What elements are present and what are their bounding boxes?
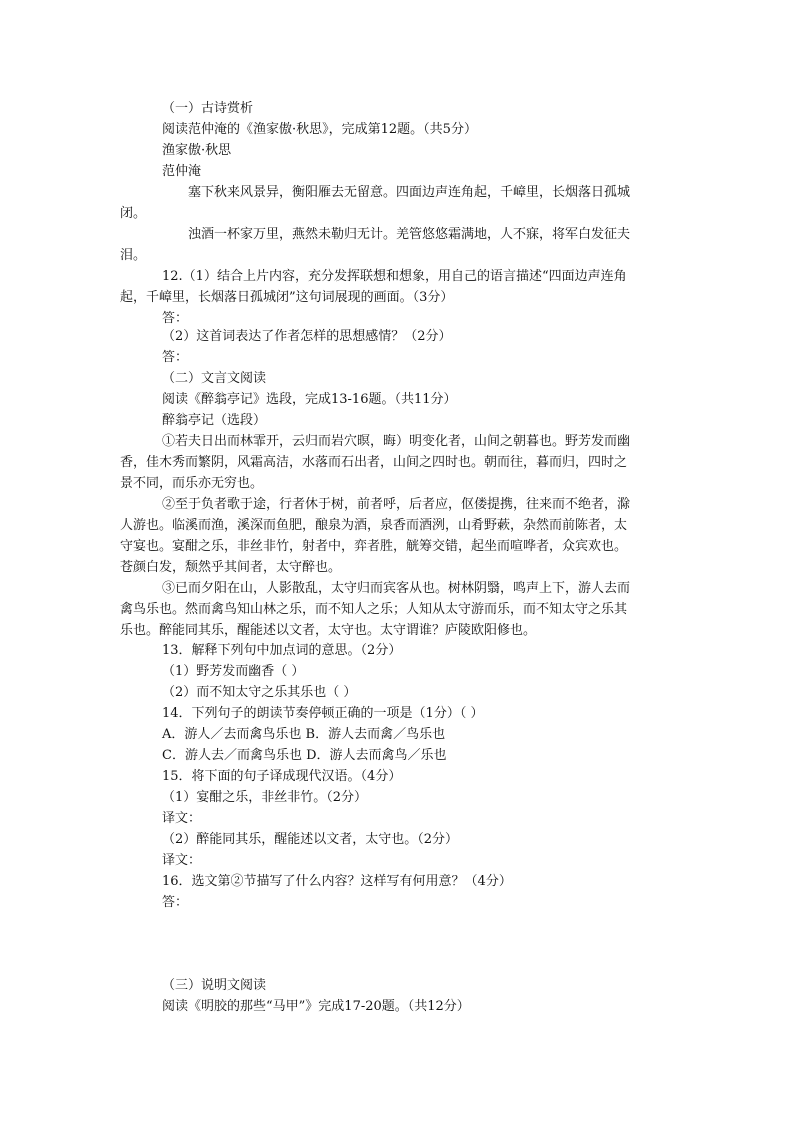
- verse-2-line-2: 泪。: [120, 248, 147, 263]
- answer-label: 答：: [162, 350, 189, 365]
- question-14-options-ab: A．游人／去而禽鸟乐也 B．游人去而禽／鸟乐也: [162, 727, 446, 742]
- verse-1-line-1: 塞下秋来风景异，衡阳雁去无留意。四面边声连角起，千嶂里，长烟落日孤城: [188, 185, 631, 200]
- translation-label: 译文：: [162, 811, 202, 826]
- paragraph-3-line-1: ③已而夕阳在山，人影散乱，太守归而宾客从也。树林阴翳，鸣声上下，游人去而: [162, 581, 631, 596]
- paragraph-2-line-4: 苍颜白发，颓然乎其间者，太守醉也。: [120, 560, 342, 575]
- question-12-2: （2）这首词表达了作者怎样的思想感情？（2分）: [162, 329, 452, 344]
- question-12-1-line-2: 起，千嶂里，长烟落日孤城闭”这句词展现的画面。（3分）: [120, 290, 454, 305]
- classical-instruction: 阅读《醉翁亭记》选段，完成13-16题。（共11分）: [162, 392, 457, 407]
- paragraph-2-line-3: 守宴也。宴酣之乐，非丝非竹，射者中，弈者胜，觥筹交错，起坐而喧哗者，众宾欢也。: [120, 539, 628, 554]
- answer-label: 答：: [162, 311, 189, 326]
- paragraph-1-line-1: ①若夫日出而林霏开，云归而岩穴暝，晦）明变化者，山间之朝暮也。野芳发而幽: [162, 434, 631, 449]
- question-13-2: （2）而不知太守之乐其乐也（ ）: [162, 685, 357, 700]
- question-14: 14．下列句子的朗读节奏停顿正确的一项是（1分）（ ）: [162, 706, 484, 721]
- classical-title: 醉翁亭记（选段）: [162, 413, 267, 428]
- poetry-instruction: 阅读范仲淹的《渔家傲·秋思》，完成第12题。（共5分）: [162, 122, 477, 137]
- section-heading-expository: （三）说明文阅读: [162, 978, 267, 993]
- answer-label: 答：: [162, 895, 189, 910]
- paragraph-2-line-1: ②至于负者歌于途，行者休于树，前者呼，后者应，伛偻提携，往来而不绝者，滁: [162, 497, 631, 512]
- paragraph-1-line-2: 香，佳木秀而繁阴，风霜高洁，水落而石出者，山间之四时也。朝而往，暮而归，四时之: [120, 455, 628, 470]
- verse-1-line-2: 闭。: [120, 206, 147, 221]
- question-13-1: （1）野芳发而幽香（ ）: [162, 664, 305, 679]
- section-heading-classical: （二）文言文阅读: [162, 371, 267, 386]
- section-heading-poetry: （一）古诗赏析: [162, 101, 254, 116]
- question-15-1: （1）宴酣之乐，非丝非竹。（2分）: [162, 790, 368, 805]
- question-15: 15．将下面的句子译成现代汉语。（4分）: [162, 769, 402, 784]
- verse-2-line-1: 浊酒一杯家万里，燕然未勒归无计。羌管悠悠霜满地，人不寐，将军白发征夫: [188, 227, 631, 242]
- question-13: 13．解释下列句中加点词的意思。（2分）: [162, 643, 402, 658]
- paragraph-2-line-2: 人游也。临溪而渔，溪深而鱼肥，酿泉为酒，泉香而酒洌，山肴野蔌，杂然而前陈者，太: [120, 518, 628, 533]
- poem-title: 渔家傲·秋思: [162, 143, 232, 158]
- paragraph-3-line-3: 乐也。醉能同其乐，醒能述以文者，太守也。太守谓谁？庐陵欧阳修也。: [120, 623, 537, 638]
- question-12-1-line-1: 12.（1）结合上片内容，充分发挥联想和想象，用自己的语言描述“四面边声连角: [162, 269, 627, 284]
- question-14-options-cd: C．游人去／而禽鸟乐也 D．游人去而禽鸟／乐也: [162, 748, 447, 763]
- paragraph-3-line-2: 禽鸟乐也。然而禽鸟知山林之乐，而不知人之乐；人知从太守游而乐，而不知太守之乐其: [120, 602, 628, 617]
- question-16: 16．选文第②节描写了什么内容？这样写有何用意？（4分）: [162, 874, 512, 889]
- poem-author: 范仲淹: [162, 164, 202, 179]
- translation-label: 译文：: [162, 853, 202, 868]
- paragraph-1-line-3: 景不同，而乐亦无穷也。: [120, 476, 264, 491]
- expository-instruction: 阅读《明胶的那些“马甲”》完成17-20题。（共12分）: [162, 999, 470, 1014]
- question-15-2: （2）醉能同其乐，醒能述以文者，太守也。（2分）: [162, 832, 459, 847]
